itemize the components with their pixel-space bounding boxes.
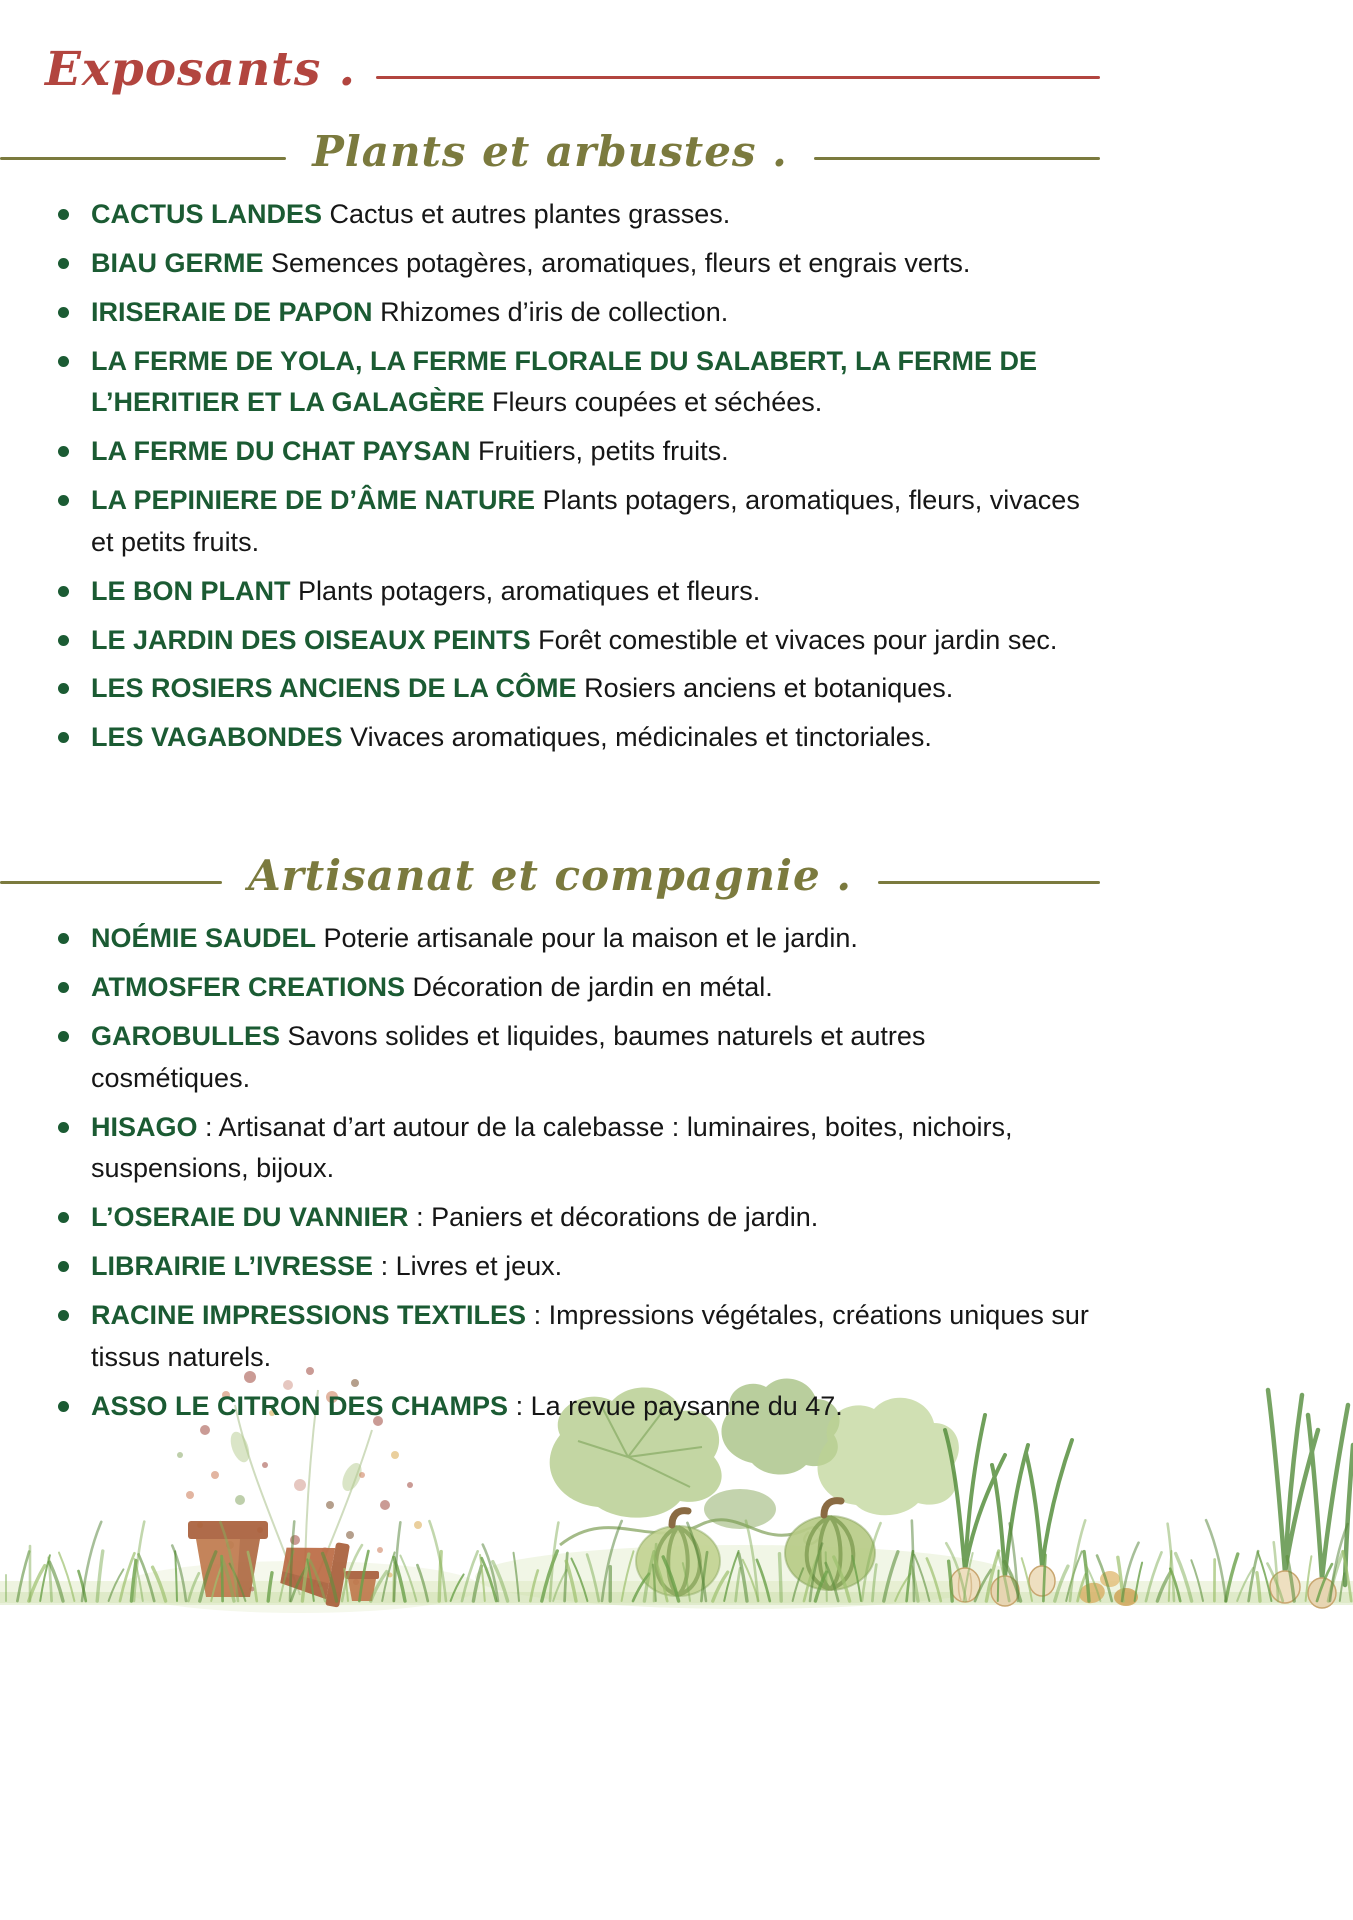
bullet-icon [58, 1031, 69, 1042]
exhibitor-list-plants [0, 194, 1091, 759]
exhibitor-name: LIBRAIRIE L’IVRESSE [91, 1251, 374, 1282]
list-item [58, 243, 1091, 285]
item-text [91, 243, 970, 285]
bullet-icon [58, 209, 69, 220]
item-text [91, 1197, 818, 1239]
exhibitor-desc: : Paniers et décorations de jardin. [416, 1202, 819, 1233]
bullet-icon [58, 586, 69, 597]
exhibitor-name: CACTUS LANDES [91, 199, 323, 229]
heading-rule-right [878, 881, 1100, 884]
exhibitor-desc: Savons solides et liquides, baumes naturels et autres cosmétiques. [91, 1020, 926, 1093]
page-title: Exposants . [45, 42, 357, 97]
bullet-icon [58, 732, 69, 743]
exhibitor-desc: : Impressions végétales, créations uniques sur tissus naturels. [91, 1299, 1089, 1372]
list-item [58, 1295, 1091, 1379]
list-item [58, 1016, 1091, 1100]
item-text [91, 918, 858, 960]
exhibitor-desc: Vivaces aromatiques, médicinales et tinctoriales. [350, 722, 932, 753]
exhibitor-desc: Poterie artisanale pour la maison et le jardin. [323, 923, 858, 954]
item-text [91, 1016, 1091, 1100]
title-rule [376, 76, 1100, 79]
exhibitor-desc: : La revue paysanne du 47. [515, 1390, 843, 1421]
bullet-icon [58, 1122, 69, 1133]
exhibitor-name: HISAGO [91, 1111, 198, 1142]
exhibitor-name: ASSO LE CITRON DES CHAMPS [91, 1390, 509, 1421]
heading-rule-left [0, 157, 286, 160]
exhibitor-name: L’OSERAIE DU VANNIER [91, 1202, 409, 1233]
exhibitor-desc: Cactus et autres plantes grasses. [329, 199, 731, 229]
bullet-icon [58, 982, 69, 993]
section-heading-row-plants [0, 127, 1100, 176]
exhibitor-name: LE JARDIN DES OISEAUX PEINTS [91, 624, 531, 655]
list-item [58, 620, 1091, 662]
exhibitor-desc: : Livres et jeux. [380, 1251, 563, 1282]
bullet-icon [58, 495, 69, 506]
exhibitor-desc: Fruitiers, petits fruits. [478, 436, 729, 467]
list-item [58, 194, 1091, 236]
bullet-icon [58, 1261, 69, 1272]
item-text [91, 341, 1091, 425]
exhibitor-name: BIAU GERME [91, 247, 264, 278]
exhibitor-name: GAROBULLES [91, 1020, 280, 1051]
bullet-icon [58, 307, 69, 318]
section-heading-artisanat: Artisanat et compagnie . [248, 851, 852, 901]
item-text [91, 668, 953, 710]
item-text [91, 292, 728, 334]
exhibitor-name: LA PEPINIERE DE D’ÂME NATURE [91, 485, 536, 516]
list-item [58, 668, 1091, 710]
list-item [58, 1107, 1091, 1191]
list-item [58, 1386, 1091, 1428]
title-row [0, 0, 1100, 97]
exhibitor-name: LA FERME DE YOLA, LA FERME FLORALE DU SALABERT, LA FERME DE L’HERITIER ET LA GALAGÈRE [91, 345, 1038, 418]
item-text [91, 194, 730, 236]
section-heading-plants: Plants et arbustes . [312, 127, 788, 176]
list-item [58, 292, 1091, 334]
item-text [91, 571, 760, 613]
item-text [91, 717, 932, 759]
item-text [91, 1295, 1091, 1379]
item-text [91, 431, 729, 473]
bullet-icon [58, 933, 69, 944]
exhibitor-name: LES VAGABONDES [91, 722, 343, 753]
exhibitor-name: LE BON PLANT [91, 575, 291, 606]
exhibitor-desc: Rhizomes d’iris de collection. [380, 296, 729, 327]
exhibitor-desc: Semences potagères, aromatiques, fleurs et engrais verts. [271, 247, 971, 278]
bullet-icon [58, 1401, 69, 1412]
bullet-icon [58, 1212, 69, 1223]
list-item [58, 918, 1091, 960]
exhibitor-desc: Décoration de jardin en métal. [412, 971, 773, 1002]
bullet-icon [58, 635, 69, 646]
exhibitor-desc: Fleurs coupées et séchées. [492, 387, 823, 418]
exhibitor-desc: Plants potagers, aromatiques, fleurs, vivaces et petits fruits. [91, 485, 1080, 557]
list-item [58, 1197, 1091, 1239]
exhibitor-name: NOÉMIE SAUDEL [91, 923, 317, 954]
exhibitor-desc: Forêt comestible et vivaces pour jardin sec. [538, 624, 1058, 655]
list-item [58, 967, 1091, 1009]
section-heading-row-artisanat [0, 851, 1100, 900]
onions-mid [945, 1415, 1138, 1606]
bullet-icon [58, 446, 69, 457]
exhibitor-name: IRISERAIE DE PAPON [91, 296, 373, 327]
exhibitor-name: LES ROSIERS ANCIENS DE LA CÔME [91, 673, 577, 704]
item-text [91, 1386, 843, 1428]
heading-rule-right [814, 157, 1100, 160]
list-item [58, 341, 1091, 425]
item-text [91, 967, 773, 1009]
bullet-icon [58, 356, 69, 367]
item-text [91, 1246, 562, 1288]
list-item [58, 431, 1091, 473]
exhibitor-name: LA FERME DU CHAT PAYSAN [91, 436, 471, 467]
exhibitor-name: ATMOSFER CREATIONS [91, 971, 405, 1002]
exhibitor-desc: : Artisanat d’art autour de la calebasse : luminaires, boites, nichoirs, suspensions, bijoux. [91, 1111, 1013, 1184]
exhibitor-name: RACINE IMPRESSIONS TEXTILES [91, 1299, 527, 1330]
exhibitor-list-artisanat [0, 918, 1091, 1427]
exhibitor-desc: Rosiers anciens et botaniques. [584, 673, 954, 704]
list-item [58, 571, 1091, 613]
heading-rule-left [0, 881, 222, 884]
exhibitor-desc: Plants potagers, aromatiques et fleurs. [298, 575, 761, 606]
bullet-icon [58, 258, 69, 269]
item-text [91, 480, 1091, 564]
list-item [58, 1246, 1091, 1288]
item-text [91, 1107, 1091, 1191]
bullet-icon [58, 683, 69, 694]
bullet-icon [58, 1310, 69, 1321]
item-text [91, 620, 1057, 662]
list-item [58, 480, 1091, 564]
list-item [58, 717, 1091, 759]
